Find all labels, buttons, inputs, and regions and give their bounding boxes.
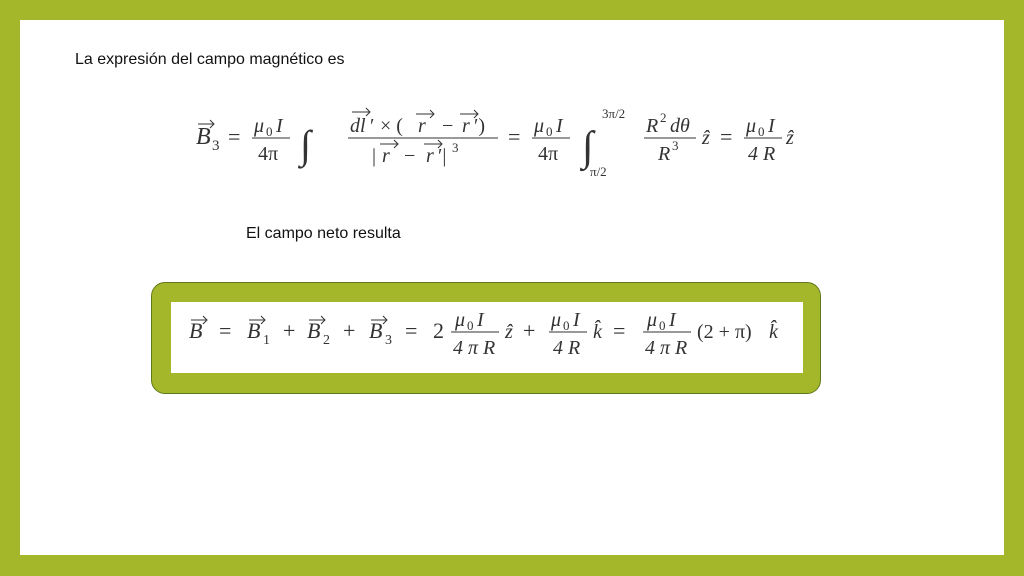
net-current-1: I: [477, 309, 484, 331]
b2-subscript: 2: [323, 333, 330, 348]
z-hat-2: ẑ: [786, 127, 794, 149]
net-den-4r: 4 R: [553, 337, 581, 359]
plus-3: +: [523, 318, 536, 343]
r-squared: R: [646, 115, 659, 137]
equals-3: =: [720, 124, 733, 149]
net-k-hat-2: k̂: [769, 321, 778, 343]
net-equals-1: =: [219, 318, 232, 343]
net-current-3: I: [669, 309, 676, 331]
r-prime-vector: r: [462, 115, 470, 137]
b2-symbol: B: [307, 318, 321, 343]
mu-sub-2: 0: [546, 124, 553, 139]
mu-sub-1: 0: [266, 124, 273, 139]
r-vector: r: [418, 115, 426, 137]
equals-1: =: [228, 124, 241, 149]
net-k-hat-1: k̂: [593, 321, 602, 343]
abs-close: ′|: [438, 145, 447, 167]
net-equals-2: =: [405, 318, 418, 343]
b3-net-symbol: B: [369, 318, 383, 343]
b3-symbol: B: [196, 124, 211, 150]
coefficient-two: 2: [433, 318, 444, 343]
r-vector-den: r: [382, 145, 390, 167]
net-mu-3: μ: [647, 309, 658, 331]
current-1: I: [276, 115, 283, 137]
r-prime-den: r: [426, 145, 434, 167]
b3-subscript: 3: [212, 138, 220, 154]
current-2: I: [556, 115, 563, 137]
mu-symbol-2: μ: [534, 115, 545, 137]
intro-text: La expresión del campo magnético es: [75, 51, 345, 68]
b1-subscript: 1: [263, 333, 270, 348]
minus-den: −: [404, 145, 416, 167]
integral-1: ∫: [300, 122, 311, 167]
slide-canvas: [20, 20, 1004, 555]
den-power: 3: [452, 140, 459, 155]
equation-net-svg: [171, 302, 803, 373]
r-cubed: R: [658, 143, 671, 165]
equation-net-field: [171, 302, 803, 373]
net-equals-3: =: [613, 318, 626, 343]
equation-b3-svg: [192, 100, 792, 180]
times-open: × (: [380, 115, 403, 137]
upper-limit: 3π/2: [602, 106, 626, 121]
net-mu-sub-1: 0: [467, 318, 474, 333]
dtheta: dθ: [670, 115, 690, 137]
net-paren-term: (2 + π): [697, 321, 752, 343]
dl-prime: ′: [370, 115, 375, 137]
lower-limit: π/2: [590, 164, 607, 179]
abs-open: |: [372, 145, 377, 167]
net-mu-2: μ: [551, 309, 562, 331]
den-4pi-2: 4π: [538, 143, 559, 165]
result-highlight-box: [151, 282, 821, 394]
equals-2: =: [508, 124, 521, 149]
result-equation-panel: [171, 302, 803, 373]
den-4pi-1: 4π: [258, 143, 279, 165]
plus-1: +: [283, 318, 296, 343]
plus-2: +: [343, 318, 356, 343]
net-z-hat: ẑ: [505, 321, 513, 343]
current-3: I: [768, 115, 775, 137]
mu-symbol-3: μ: [746, 115, 757, 137]
mu-symbol-1: μ: [254, 115, 265, 137]
net-den-4pir-1: 4 π R: [453, 337, 496, 359]
mu-sub-3: 0: [758, 124, 765, 139]
r-squared-power: 2: [660, 110, 667, 125]
den-4r-1: 4 R: [748, 143, 776, 165]
b-symbol: B: [189, 318, 203, 343]
dl-symbol: dl: [350, 115, 366, 137]
net-mu-sub-2: 0: [563, 318, 570, 333]
close-paren: ′): [474, 115, 486, 137]
net-mu-1: μ: [455, 309, 466, 331]
r-cubed-power: 3: [672, 138, 679, 153]
b3-net-subscript: 3: [385, 333, 392, 348]
net-current-2: I: [573, 309, 580, 331]
net-mu-sub-3: 0: [659, 318, 666, 333]
equation-b3: [192, 100, 792, 180]
integral-2: ∫: [582, 124, 594, 170]
net-den-4pir-2: 4 π R: [645, 337, 688, 359]
minus-1: −: [442, 115, 454, 137]
z-hat-1: ẑ: [702, 127, 710, 149]
b1-symbol: B: [247, 318, 261, 343]
result-text: El campo neto resulta: [246, 225, 401, 242]
